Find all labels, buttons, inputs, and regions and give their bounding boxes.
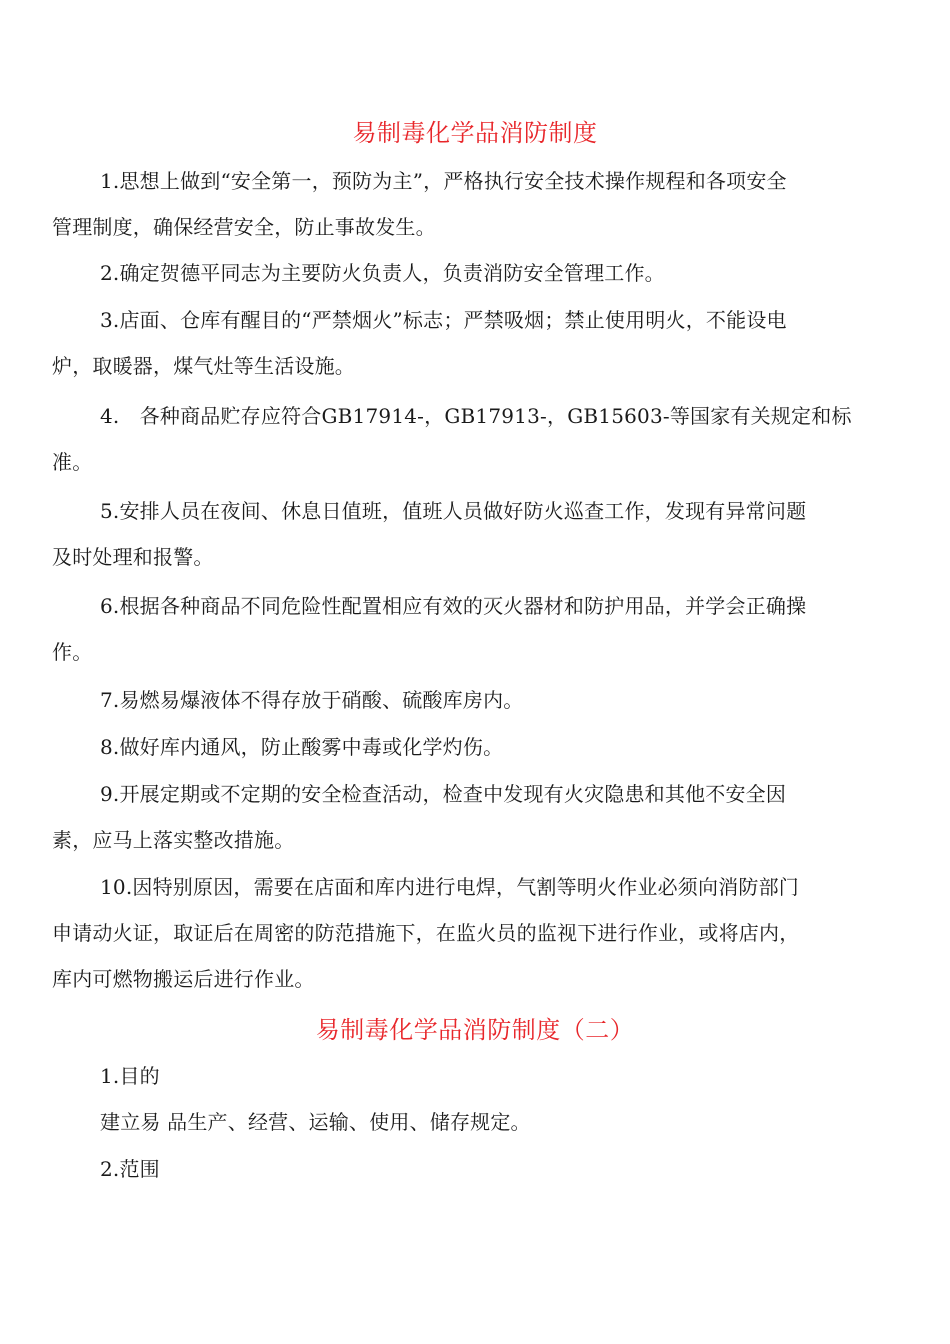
paragraph-line: 8.做好库内通风，防止酸雾中毒或化学灼伤。	[100, 735, 504, 759]
paragraph-item-purpose	[52, 1053, 898, 1099]
paragraph-item-10	[52, 864, 898, 1002]
paragraph-item-4	[52, 393, 898, 485]
paragraph-line: 9.开展定期或不定期的安全检查活动，检查中发现有火灾隐患和其他不安全因	[100, 782, 787, 806]
paragraph-line: 4. 各种商品贮存应符合GB17914-，GB17913-，GB15603-等国家有关规定和标	[100, 404, 852, 428]
paragraph-item-6	[52, 583, 898, 675]
paragraph-line: 准。	[52, 450, 93, 474]
paragraph-line: 10.因特别原因，需要在店面和库内进行电焊，气割等明火作业必须向消防部门	[100, 875, 800, 899]
paragraph-item-purpose-text	[52, 1099, 898, 1145]
paragraph-line: 5.安排人员在夜间、休息日值班，值班人员做好防火巡查工作，发现有异常问题	[100, 499, 807, 523]
paragraph-item-1	[52, 158, 898, 250]
section-title: 易制毒化学品消防制度（二）	[315, 1016, 635, 1044]
paragraph-line: 2.范围	[100, 1157, 160, 1181]
paragraph-item-scope	[52, 1146, 898, 1192]
paragraph-line: 3.店面、仓库有醒目的“严禁烟火”标志；严禁吸烟；禁止使用明火，不能设电	[100, 308, 787, 332]
paragraph-item-9	[52, 771, 898, 863]
paragraph-line: 2.确定贺德平同志为主要防火负责人，负责消防安全管理工作。	[100, 261, 665, 285]
paragraph-line: 库内可燃物搬运后进行作业。	[52, 967, 315, 991]
paragraph-line: 1.目的	[100, 1064, 160, 1088]
paragraph-line: 建立易 品生产、经营、运输、使用、储存规定。	[100, 1110, 531, 1134]
paragraph-line: 作。	[52, 640, 93, 664]
paragraph-line: 6.根据各种商品不同危险性配置相应有效的灭火器材和防护用品，并学会正确操	[100, 594, 807, 618]
paragraph-line: 及时处理和报警。	[52, 545, 214, 569]
paragraph-line: 管理制度，确保经营安全，防止事故发生。	[52, 215, 436, 239]
paragraph-item-5	[52, 488, 898, 580]
section-title: 易制毒化学品消防制度	[352, 119, 598, 147]
paragraph-item-8	[52, 724, 898, 770]
paragraph-line: 素，应马上落实整改措施。	[52, 828, 295, 852]
paragraph-line: 申请动火证，取证后在周密的防范措施下，在监火员的监视下进行作业，或将店内，	[52, 921, 800, 945]
paragraph-line: 1.思想上做到“安全第一，预防为主”，严格执行安全技术操作规程和各项安全	[100, 169, 787, 193]
paragraph-line: 7.易燃易爆液体不得存放于硝酸、硫酸库房内。	[100, 688, 524, 712]
paragraph-item-7	[52, 677, 898, 723]
paragraph-item-2	[52, 250, 898, 296]
paragraph-line: 炉，取暖器，煤气灶等生活设施。	[52, 354, 355, 378]
paragraph-item-3	[52, 297, 898, 389]
